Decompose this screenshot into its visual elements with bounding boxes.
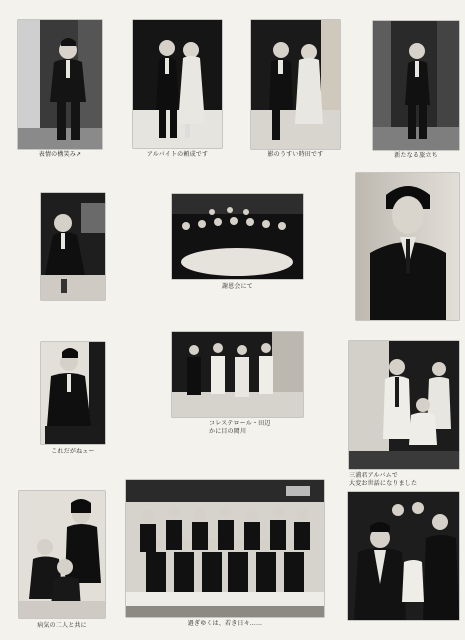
- caption-6-line1: コレステロール・田辺: [209, 420, 271, 427]
- photo-thank-you-party: [172, 194, 303, 279]
- caption-5: 謝恩会にて: [221, 283, 253, 290]
- photo-graduation-group: [126, 480, 324, 617]
- photo-friends-with-drinks: [349, 341, 459, 469]
- photo-couple-seated: [251, 20, 340, 149]
- caption-2: アルバイトの頼成です: [146, 151, 209, 158]
- caption-7: これだがねェー: [51, 448, 95, 455]
- caption-8-line2: 大変お世話になりました: [349, 480, 418, 487]
- photo-four-guests-seated: [172, 332, 303, 417]
- photo-man-standing-hallway: [18, 20, 102, 149]
- caption-4: 新たなる旅立ち: [394, 152, 438, 159]
- photo-man-departing: [373, 21, 459, 150]
- caption-6: [209, 420, 271, 436]
- caption-8-line1: 三浦君アルバムで: [349, 472, 398, 479]
- caption-9: 病気の二人と共に: [37, 622, 87, 629]
- photo-group-of-four: [19, 491, 105, 618]
- photo-man-at-table: [41, 193, 105, 300]
- caption-10: 過ぎゆくは、若き日々……: [187, 620, 263, 627]
- caption-1: 表情の構笑み↗: [38, 151, 82, 158]
- caption-8: [349, 472, 417, 488]
- caption-6-line2: かに目の岡川: [209, 428, 247, 435]
- photo-party-crowd: [348, 492, 459, 620]
- caption-3: 影のうすい時田です: [267, 151, 324, 158]
- photo-couple-standing: [133, 20, 222, 148]
- photo-man-seated: [41, 342, 105, 444]
- photo-man-portrait: [356, 173, 459, 320]
